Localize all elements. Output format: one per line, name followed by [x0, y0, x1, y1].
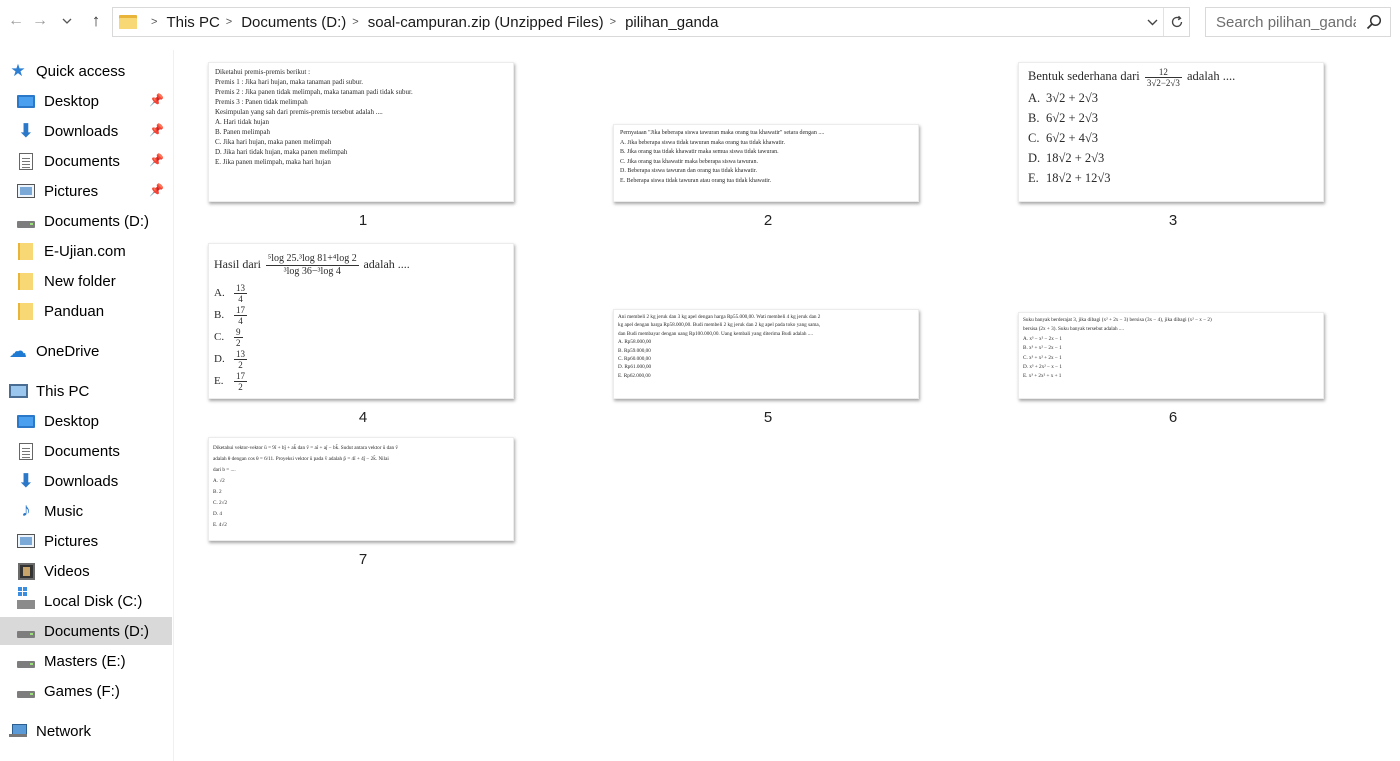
file-name-label: 5 — [763, 409, 773, 426]
pictures-icon — [17, 534, 35, 548]
pin-icon[interactable]: 📌 — [149, 123, 164, 137]
sidebar-item-e-ujian[interactable]: E-Ujian.com — [0, 237, 172, 265]
film-icon — [18, 563, 35, 580]
folder-icon — [18, 273, 35, 290]
sidebar-item-pc-pictures[interactable]: Pictures — [0, 527, 172, 555]
network-icon — [9, 724, 27, 738]
file-list-area[interactable] — [175, 50, 1400, 761]
cloud-icon: ☁ — [9, 340, 27, 361]
search-icon[interactable] — [1366, 14, 1382, 30]
up-arrow-icon[interactable]: ↑ — [91, 11, 101, 30]
address-toolbar — [0, 0, 1400, 44]
file-thumbnail-7[interactable]: Diketahui vektor-vektor ū = 9î + bĵ + ak̂ dan v̄ = aî + aĵ − bk̂. Sudut antara vektor ū dan v̄ adalah θ dengan cos θ = 6/11. Proyeksi vektor ū pada v̄ adalah p̄ = 4î + 4ĵ − 2k̂. Nilai dari b = .... A. √2 B. 2 C. 2√2 D. 4 E. 4√2 — [208, 437, 514, 541]
drive-icon — [17, 691, 35, 698]
forward-arrow-icon[interactable]: → — [32, 12, 48, 29]
recent-locations-chevron-icon[interactable] — [56, 8, 78, 34]
refresh-icon[interactable] — [1163, 8, 1189, 36]
sidebar-item-desktop[interactable]: Desktop 📌 — [0, 87, 172, 115]
drive-icon — [17, 661, 35, 668]
folder-icon — [18, 303, 35, 320]
file-thumbnail-6[interactable]: Suku banyak berderajat 3, jika dibagi (x² + 2x − 3) bersisa (3x − 4), jika dibagi (x² − x − 2) bersisa (2x + 3). Suku banyak tersebut adalah .... A. x³ − x² − 2x − 1 B. x³ + x² − 2x − 1 C. x³ + x² + 2x − 1 D. x³ + 2x² − x − 1 E. x³ + 2x² + x + 1 — [1018, 312, 1324, 399]
sidebar-item-documents[interactable]: Documents 📌 — [0, 147, 172, 175]
file-thumbnail-4[interactable]: Hasil dari $\frac{\text{⁵log 25.³log 81+⁴log 2}}{\text{³log 36−³log 4}}$ adalah .... A. $\frac{13}{4}$ B. $\frac{17}{4}$ C. $\frac{9}{2}$ D. $\frac{13}{2}$ E. $\frac{17}{2}$ — [208, 243, 514, 399]
sidebar-item-local-disk-c[interactable]: Local Disk (C:) — [0, 587, 172, 615]
download-arrow-icon: ⬇ — [18, 120, 34, 142]
sidebar-item-this-pc[interactable]: This PC — [0, 377, 172, 405]
file-thumbnail-2[interactable]: Pernyataan "Jika beberapa siswa tawuran maka orang tua khawatir" setara dengan .... A. Jika beberapa siswa tidak tawuran maka orang tua tidak khawatir. B. Jika orang tua tidak khawatir maka semua siswa tidak tawuran. C. Jika orang tua khawatir maka beberapa siswa tawuran. D. Beberapa siswa tawuran dan orang tua tidak khawatir. E. Beberapa siswa tidak tawuran atau orang tua tidak khawatir. — [613, 124, 919, 202]
pin-icon[interactable]: 📌 — [149, 153, 164, 167]
sidebar-item-onedrive[interactable]: ☁ OneDrive — [9, 340, 100, 361]
search-box[interactable] — [1205, 7, 1391, 37]
breadcrumb-zip[interactable]: soal-campuran.zip (Unzipped Files) — [367, 13, 604, 31]
drive-icon — [17, 221, 35, 228]
sidebar-item-pc-desktop[interactable]: Desktop — [0, 407, 172, 435]
file-name-label: 6 — [1168, 409, 1178, 426]
pictures-icon — [17, 184, 35, 198]
back-arrow-icon[interactable]: ← — [8, 12, 24, 29]
breadcrumb-documents-d[interactable]: Documents (D:) — [241, 13, 347, 31]
desktop-icon — [17, 415, 35, 428]
navigation-pane[interactable] — [0, 50, 174, 761]
address-history-dropdown-icon[interactable] — [1141, 15, 1163, 29]
windows-drive-icon — [17, 600, 35, 609]
sidebar-item-documents-d-selected[interactable]: Documents (D:) — [0, 617, 172, 645]
download-arrow-icon: ⬇ — [18, 470, 34, 492]
breadcrumb-chevron-icon[interactable]: > — [151, 16, 158, 28]
sidebar-item-pc-downloads[interactable]: ⬇ Downloads — [0, 467, 172, 495]
address-bar[interactable] — [112, 7, 1190, 37]
pin-icon[interactable]: 📌 — [149, 93, 164, 107]
breadcrumb-chevron-icon[interactable]: > — [609, 16, 617, 28]
file-thumbnail-1[interactable]: Diketahui premis-premis berikut : Premis 1 : Jika hari hujan, maka tanaman padi subur. Premis 2 : Jika panen tidak melimpah, maka tanaman padi tidak subur. Premis 3 : Panen tidak melimpah Kesimpulan yang sah dari premis-premis tersebut adalah .... A. Hari tidak hujan B. Panen melimpah C. Jika hari hujan, maka panen melimpah D. Jika hari tidak hujan, maka panen melimpah E. Jika panen melimpah, maka hari hujan — [208, 62, 514, 202]
drive-icon — [17, 631, 35, 638]
file-name-label: 4 — [358, 409, 368, 426]
document-icon — [19, 443, 33, 460]
star-icon: ★ — [10, 61, 26, 80]
breadcrumb-this-pc[interactable]: This PC — [166, 13, 220, 31]
sidebar-item-network[interactable]: Network — [0, 717, 172, 745]
sidebar-item-panduan[interactable]: Panduan — [0, 297, 172, 325]
sidebar-item-games-f[interactable]: Games (F:) — [0, 677, 172, 705]
sidebar-item-new-folder[interactable]: New folder — [0, 267, 172, 295]
file-name-label: 7 — [358, 551, 368, 568]
sidebar-item-documents-d[interactable]: Documents (D:) — [0, 207, 172, 235]
sidebar-item-pictures[interactable]: Pictures 📌 — [0, 177, 172, 205]
computer-icon — [9, 384, 28, 398]
desktop-icon — [17, 95, 35, 108]
file-name-label: 3 — [1168, 212, 1178, 229]
folder-icon — [18, 243, 35, 260]
pin-icon[interactable]: 📌 — [149, 183, 164, 197]
sidebar-item-pc-music[interactable]: ♪ Music — [0, 497, 172, 525]
sidebar-item-downloads[interactable]: ⬇ Downloads 📌 — [0, 117, 172, 145]
file-name-label: 1 — [358, 212, 368, 229]
sidebar-item-pc-documents[interactable]: Documents — [0, 437, 172, 465]
breadcrumb-chevron-icon[interactable]: > — [225, 16, 233, 28]
sidebar-item-pc-videos[interactable]: Videos — [0, 557, 172, 585]
folder-icon — [119, 15, 137, 29]
breadcrumb-pilihan-ganda[interactable]: pilihan_ganda — [625, 13, 719, 31]
file-thumbnail-5[interactable]: Ani membeli 2 kg jeruk dan 3 kg apel dengan harga Rp55.000,00. Wati membeli 4 kg jeruk dan 2 kg apel dengan harga Rp58.000,00. Budi membeli 2 kg jeruk dan 2 kg apel pada toko yang sama, dan Budi membayar dengan uang Rp100.000,00. Uang kembali yang diterima Budi adalah .... A. Rp58.000,00 B. Rp59.000,00 C. Rp60.000,00 D. Rp61.000,00 E. Rp62.000,00 — [613, 309, 919, 399]
file-name-label: 2 — [763, 212, 773, 229]
document-icon — [19, 153, 33, 170]
music-note-icon: ♪ — [21, 500, 31, 521]
search-input[interactable] — [1216, 14, 1356, 31]
file-thumbnail-3[interactable]: Bentuk sederhana dari $\frac{12}{3√2-2√3}$ adalah .... A. 3√2 + 2√3 B. 6√2 + 2√3 C. 6√2 + 4√3 D. 18√2 + 2√3 E. 18√2 + 12√3 — [1018, 62, 1324, 202]
breadcrumb-chevron-icon[interactable]: > — [352, 16, 359, 28]
sidebar-item-masters-e[interactable]: Masters (E:) — [0, 647, 172, 675]
sidebar-item-quick-access[interactable]: ★ Quick access — [0, 57, 172, 85]
